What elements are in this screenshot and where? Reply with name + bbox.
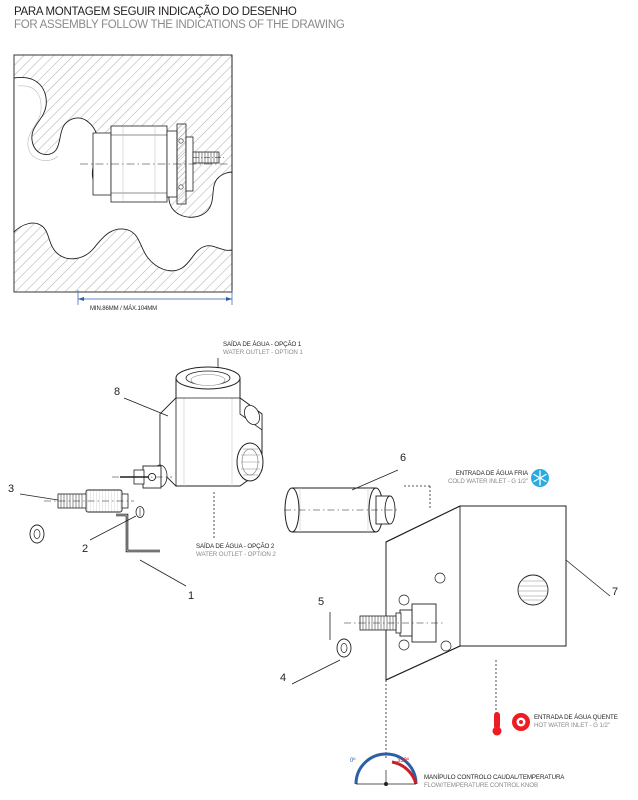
part-8-valve-body (112, 367, 263, 488)
item-number-8: 8 (114, 386, 121, 398)
part-1-allen-key (116, 515, 160, 551)
item-number-5: 5 (318, 596, 325, 608)
callout-outlet-option1 (223, 341, 303, 357)
knob-angle-min: 0º (350, 758, 356, 764)
item-number-6: 6 (400, 452, 407, 464)
thermometer-icon (493, 712, 531, 736)
callout-cold-inlet-en: COLD WATER INLET - G 1/2" (447, 478, 528, 485)
snowflake-icon (531, 469, 549, 487)
callout-hot-inlet-pt: ENTRADA DE ÁGUA QUENTE (534, 714, 618, 721)
callout-hot-inlet-en: HOT WATER INLET - G 1/2" (534, 722, 610, 729)
part-6-cartridge (284, 488, 400, 532)
callout-outlet-option2-pt: SAÍDA DE ÁGUA - OPÇÃO 2 (196, 543, 275, 550)
wall-section-view (14, 55, 232, 305)
part-7-mixer-body (386, 506, 566, 680)
knob-angle-max: 330º (397, 758, 409, 764)
callout-cold-inlet (404, 470, 528, 486)
callout-outlet-option1-pt: SAÍDA DE ÁGUA - OPÇÃO 1 (223, 341, 302, 348)
callout-outlet-option2 (196, 543, 276, 559)
item-number-2: 2 (82, 543, 89, 555)
item-number-4: 4 (280, 672, 287, 684)
callout-knob (424, 774, 564, 790)
callout-knob-pt: MANÍPULO CONTROLO CAUDAL/TEMPERATURA (424, 774, 565, 781)
callout-hot-inlet (534, 714, 618, 730)
callout-cold-inlet-pt: ENTRADA DE ÁGUA FRIA (455, 470, 528, 477)
title-pt: PARA MONTAGEM SEGUIR INDICAÇÃO DO DESENHO (14, 6, 297, 18)
title-en: FOR ASSEMBLY FOLLOW THE INDICATIONS OF THE DRAWING (14, 19, 345, 31)
item-number-3: 3 (8, 483, 15, 495)
callout-outlet-option2-en: WATER OUTLET - OPTION 2 (196, 551, 276, 558)
item-number-1: 1 (188, 590, 195, 602)
item-number-7: 7 (612, 586, 619, 598)
callout-outlet-option1-en: WATER OUTLET - OPTION 1 (223, 349, 303, 356)
callout-knob-en: FLOW/TEMPERATURE CONTROL KNOB (424, 782, 538, 789)
part-2-grub-screw (136, 507, 144, 518)
dimension-text: MIN.86MM / MÁX.104MM (90, 306, 158, 312)
